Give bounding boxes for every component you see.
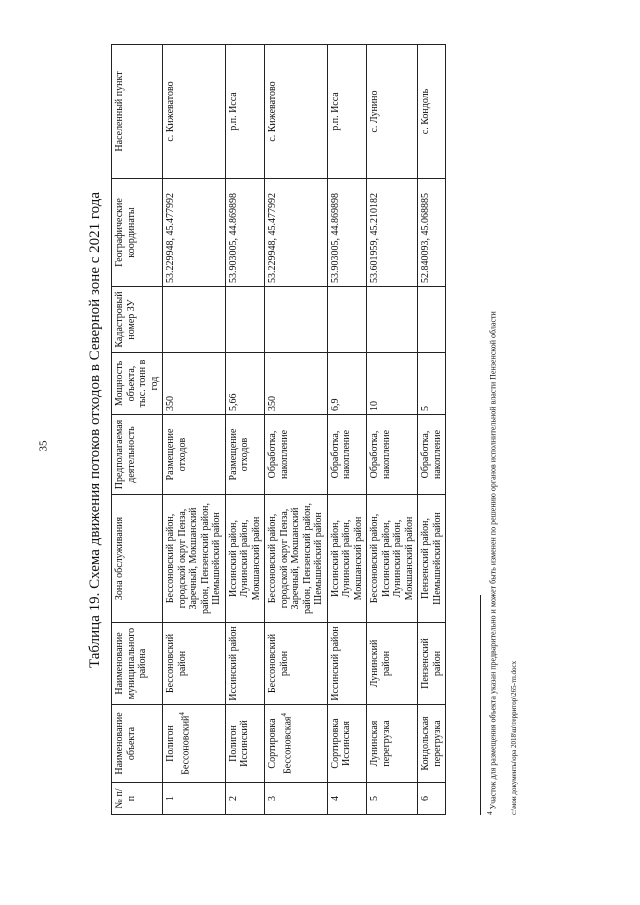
rotated-page-content [85, 45, 555, 815]
footnote-ref: 4 [279, 713, 288, 717]
footnote-ref: 4 [177, 712, 186, 716]
service-zone: Бессоновский район, Иссинский район, Лунинский район, Мокшанский район [367, 495, 418, 623]
district: Иссинский район [327, 623, 367, 705]
table-row [225, 45, 265, 815]
table-header-row [112, 45, 163, 815]
district: Бессоновский район [163, 623, 226, 705]
row-number: 3 [265, 783, 328, 815]
cadastre [418, 287, 446, 353]
cadastre [367, 287, 418, 353]
object-name: Кондольская перегрузка [418, 705, 446, 783]
capacity: 350 [265, 353, 328, 415]
service-zone: Бессоновский район, городской округ Пенза, Заречный, Мокшанский район, Пензенский район, Шемышейский район [163, 495, 226, 623]
header-cell: Мощность объекта, тыс. тонн в год [112, 353, 163, 415]
capacity: 350 [163, 353, 226, 415]
footnote-text: Участок для размещения объекта указан предварительно и может быть изменен по решению органов исполнительной власти Пензенской области [488, 311, 498, 810]
row-number: 2 [225, 783, 265, 815]
table-row [418, 45, 446, 815]
district: Бессоновский район [265, 623, 328, 705]
activity: Обработка, накопление [327, 415, 367, 495]
coordinates: 53.229948, 45.477992 [163, 179, 226, 287]
header-cell: Предполагаемая деятельность [112, 415, 163, 495]
locality: с. Кижеватово [265, 45, 328, 179]
coordinates: 52.840093, 45.068885 [418, 179, 446, 287]
capacity: 5 [418, 353, 446, 415]
header-cell: Зона обслуживания [112, 495, 163, 623]
waste-flow-table [111, 44, 446, 815]
object-name: Сортировка Бессоновская$^4$ [265, 705, 328, 783]
header-cell: Географические координаты [112, 179, 163, 287]
service-zone: Бессоновский район, городской округ Пенза, Заречный, Мокшанский район, Пензенский район, Шемышейский район [265, 495, 328, 623]
header-cell: Наименование объекта [112, 705, 163, 783]
cadastre [265, 287, 328, 353]
object-name: Лунинская перегрузка [367, 705, 418, 783]
row-number: 1 [163, 783, 226, 815]
row-number: 6 [418, 783, 446, 815]
cadastre [163, 287, 226, 353]
page-number: 35 [37, 440, 50, 452]
service-zone: Иссинский район, Лунинский район, Мокшанский район [327, 495, 367, 623]
header-cell: Наименование муниципального района [112, 623, 163, 705]
capacity: 10 [367, 353, 418, 415]
header-cell: Кадастровый номер ЗУ [112, 287, 163, 353]
coordinates: 53.903005, 44.869898 [225, 179, 265, 287]
footnote-mark: 4 [486, 811, 494, 815]
capacity: 6,9 [327, 353, 367, 415]
coordinates: 53.601959, 45.210182 [367, 179, 418, 287]
capacity: 5,66 [225, 353, 265, 415]
table-row [327, 45, 367, 815]
coordinates: 53.229948, 45.477992 [265, 179, 328, 287]
locality: с. Лунино [367, 45, 418, 179]
coordinates: 53.903005, 44.869898 [327, 179, 367, 287]
object-name: Полигон Иссинский [225, 705, 265, 783]
district: Пензенский район [418, 623, 446, 705]
footnote-divider [480, 595, 481, 815]
table-row [265, 45, 328, 815]
district: Лунинский район [367, 623, 418, 705]
activity: Размещение отходов [163, 415, 226, 495]
row-number: 5 [367, 783, 418, 815]
row-number: 4 [327, 783, 367, 815]
table-row [163, 45, 226, 815]
object-name: Полигон Бессоновский$^4$ [163, 705, 226, 783]
locality: р.п. Исса [225, 45, 265, 179]
footnote [485, 45, 499, 815]
landscape-block [85, 45, 555, 815]
locality: с. Кижеватово [163, 45, 226, 179]
file-path: c:\мои документы\ора 2018\ш\территор\265-тп.docx [510, 660, 518, 815]
locality: р.п. Исса [327, 45, 367, 179]
activity: Обработка, накопление [367, 415, 418, 495]
cadastre [327, 287, 367, 353]
locality: с. Кондоль [418, 45, 446, 179]
activity: Обработка, накопление [265, 415, 328, 495]
table-title: Таблица 19. Схема движения потоков отходов в Северной зоне с 2021 года [87, 191, 103, 669]
cadastre [225, 287, 265, 353]
header-cell: Населенный пункт [112, 45, 163, 179]
service-zone: Иссинский район, Лунинский район, Мокшанский район [225, 495, 265, 623]
service-zone: Пензенский район, Шемышейский район [418, 495, 446, 623]
district: Иссинский район [225, 623, 265, 705]
table-row [367, 45, 418, 815]
header-cell: № п/п [112, 783, 163, 815]
activity: Размещение отходов [225, 415, 265, 495]
object-name: Сортировка Иссинская [327, 705, 367, 783]
activity: Обработка, накопление [418, 415, 446, 495]
